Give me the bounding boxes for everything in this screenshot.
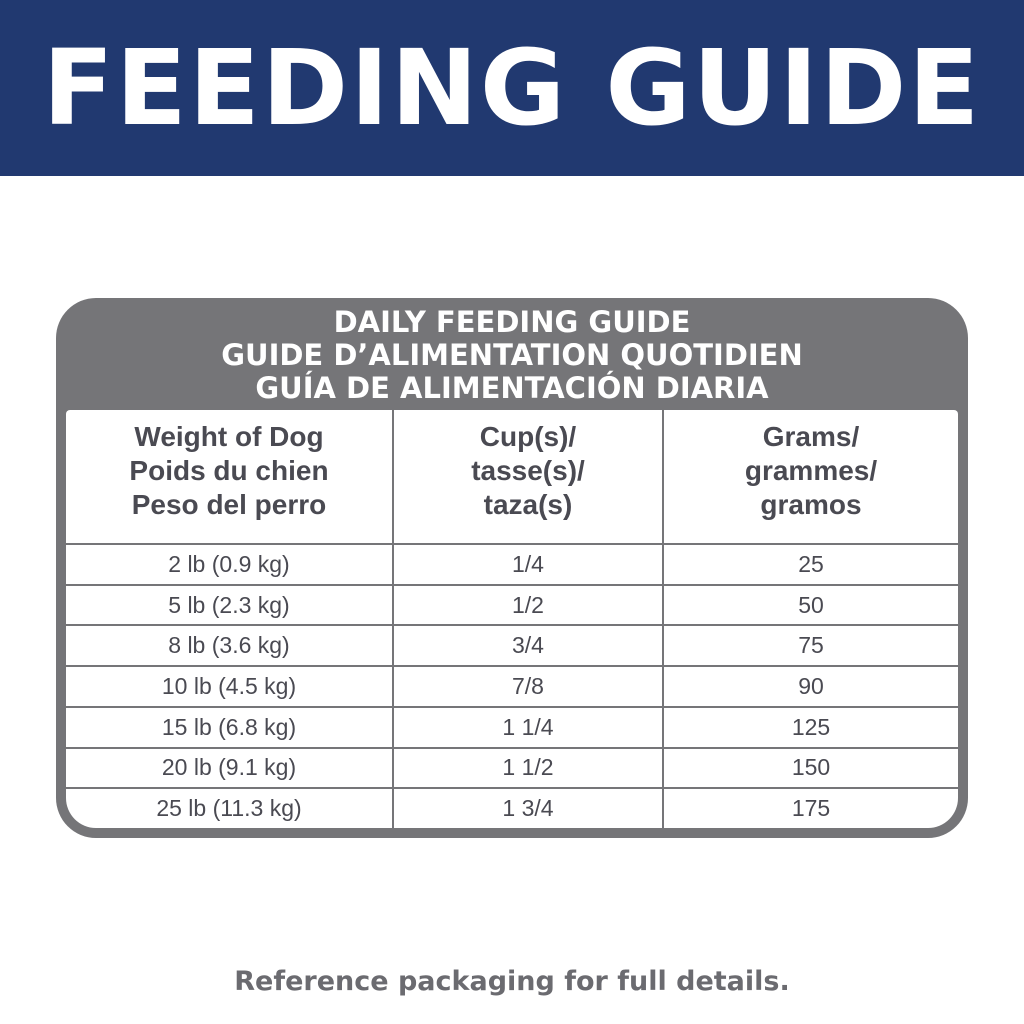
- header-line: tasse(s)/: [471, 455, 585, 486]
- card-title-line-en: DAILY FEEDING GUIDE: [333, 305, 691, 339]
- header-line: Peso del perro: [131, 489, 327, 520]
- weight-cell: 2 lb (0.9 kg): [66, 544, 393, 585]
- header-line: Cup(s)/: [479, 421, 577, 452]
- grams-cell: 90: [663, 666, 958, 707]
- header-line: gramos: [760, 489, 862, 520]
- weight-cell: 5 lb (2.3 kg): [66, 585, 393, 626]
- header-line: taza(s): [483, 489, 573, 520]
- weight-cell: 10 lb (4.5 kg): [66, 666, 393, 707]
- table-header-row: [66, 410, 958, 544]
- weight-cell: 8 lb (3.6 kg): [66, 625, 393, 666]
- column-header-cups: [393, 410, 663, 544]
- cups-cell: 1 1/2: [393, 748, 663, 789]
- table-row: [66, 748, 958, 789]
- grams-cell: 75: [663, 625, 958, 666]
- table-row: [66, 625, 958, 666]
- header-line: Grams/: [762, 421, 860, 452]
- header-line: Weight of Dog: [134, 421, 324, 452]
- column-header-grams: [663, 410, 958, 544]
- grams-cell: 125: [663, 707, 958, 748]
- header-line: Poids du chien: [129, 455, 329, 486]
- feeding-guide-card: [56, 298, 968, 838]
- card-title-line-es: GUÍA DE ALIMENTACIÓN DIARIA: [255, 371, 769, 405]
- grams-cell: 25: [663, 544, 958, 585]
- weight-cell: 25 lb (11.3 kg): [66, 788, 393, 828]
- table-row: [66, 707, 958, 748]
- table-row: [66, 788, 958, 828]
- card-title: [56, 306, 968, 405]
- feeding-table: [66, 410, 958, 828]
- footer-note: Reference packaging for full details.: [234, 966, 790, 997]
- page-title: FEEDING GUIDE: [42, 27, 982, 149]
- table-row: [66, 666, 958, 707]
- grams-cell: 150: [663, 748, 958, 789]
- cups-cell: 1 1/4: [393, 707, 663, 748]
- cups-cell: 1/2: [393, 585, 663, 626]
- feeding-table-container: [66, 410, 958, 828]
- weight-cell: 20 lb (9.1 kg): [66, 748, 393, 789]
- grams-cell: 50: [663, 585, 958, 626]
- column-header-weight: [66, 410, 393, 544]
- weight-cell: 15 lb (6.8 kg): [66, 707, 393, 748]
- cups-cell: 1/4: [393, 544, 663, 585]
- table-row: [66, 585, 958, 626]
- header-line: grammes/: [744, 455, 878, 486]
- header-banner: [0, 0, 1024, 176]
- grams-cell: 175: [663, 788, 958, 828]
- table-row: [66, 544, 958, 585]
- cups-cell: 1 3/4: [393, 788, 663, 828]
- card-title-line-fr: GUIDE D’ALIMENTATION QUOTIDIEN: [221, 338, 803, 372]
- cups-cell: 7/8: [393, 666, 663, 707]
- cups-cell: 3/4: [393, 625, 663, 666]
